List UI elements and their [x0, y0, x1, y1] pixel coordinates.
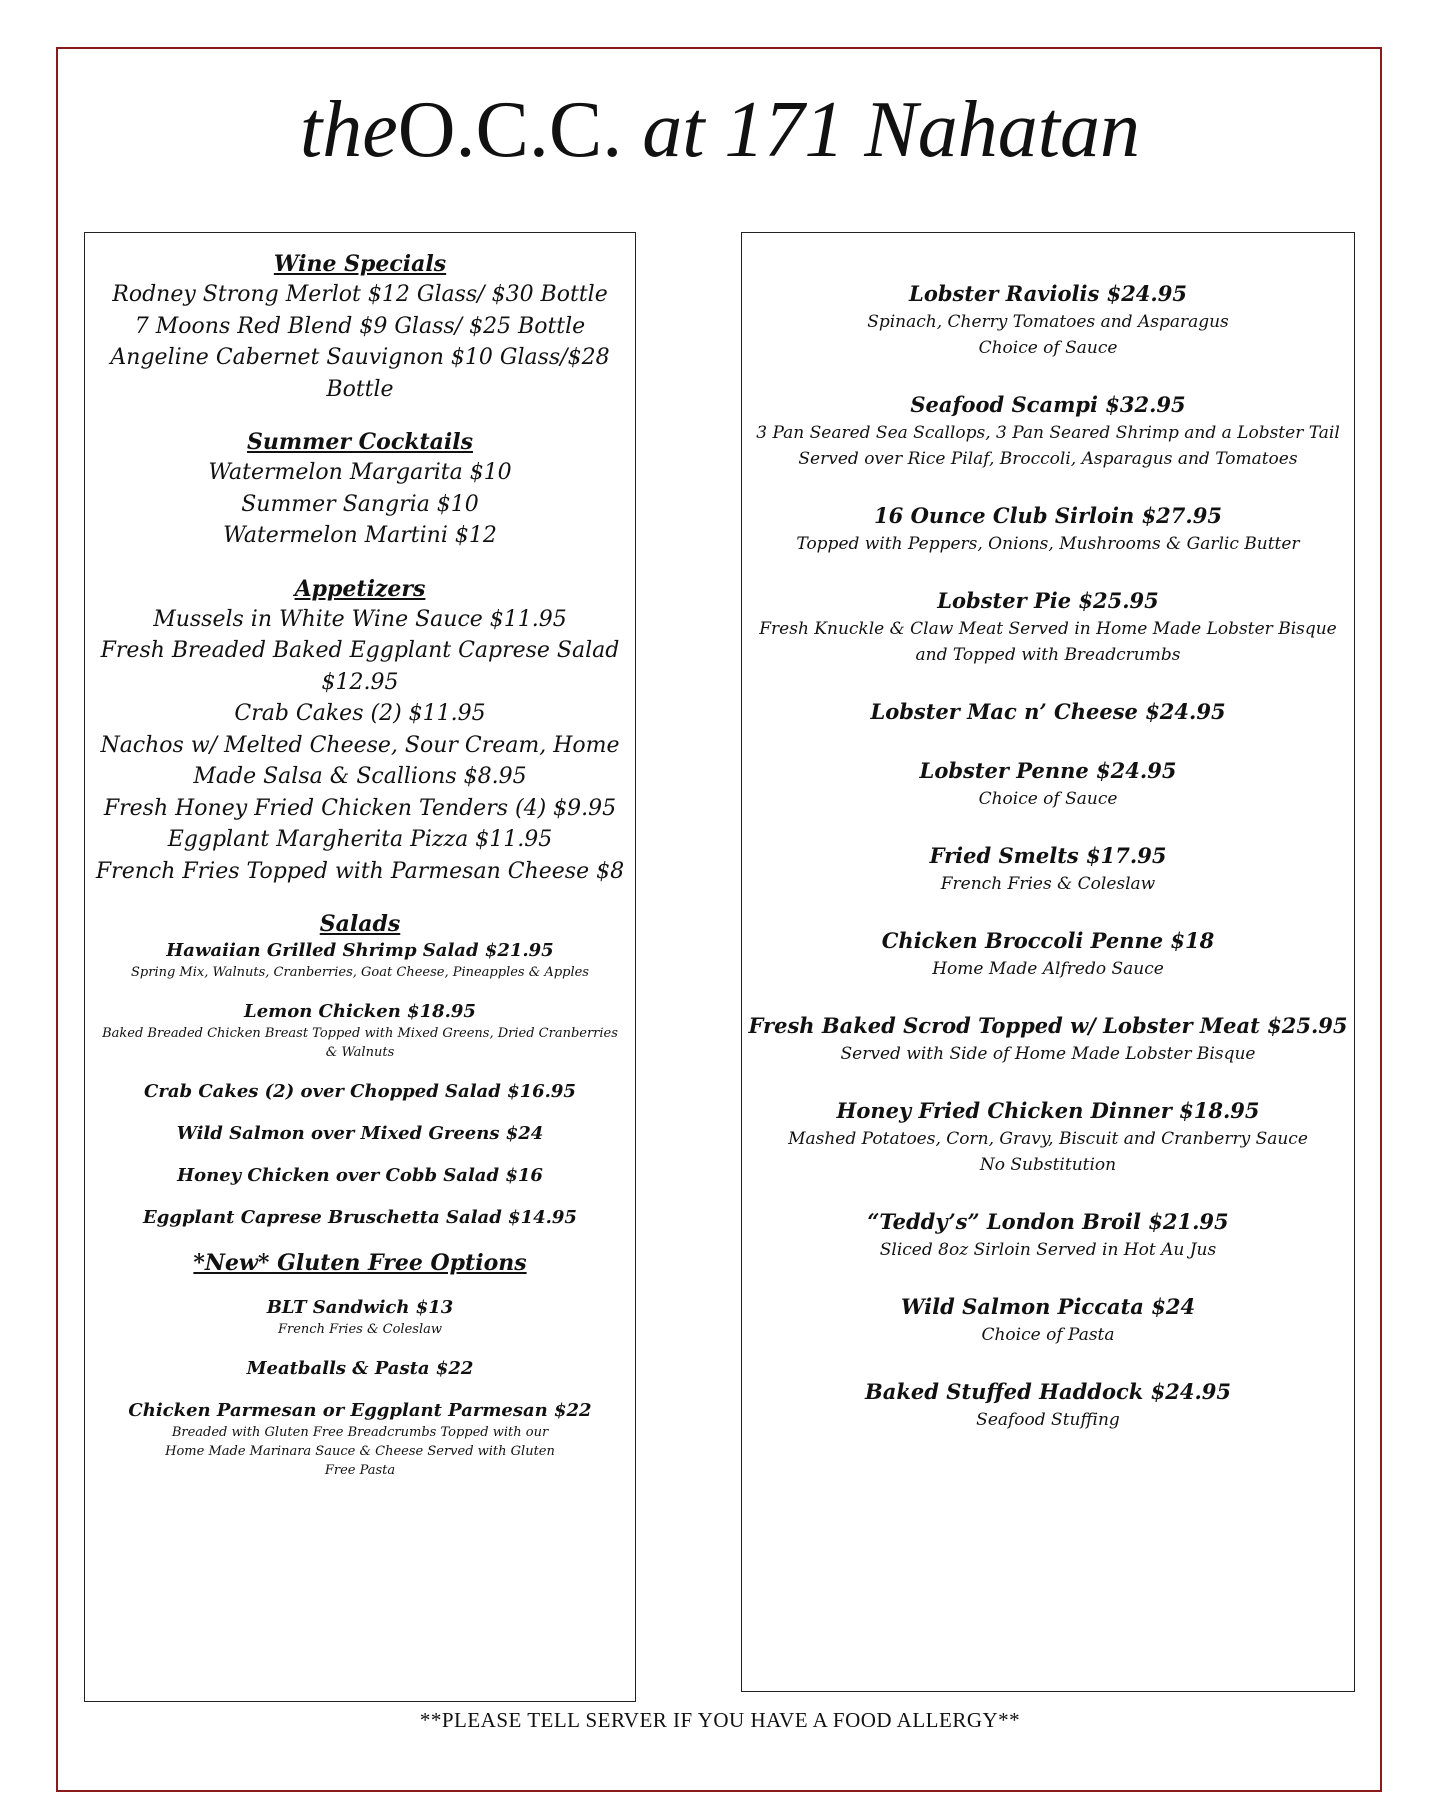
entree-description: Choice of Sauce	[978, 338, 1118, 358]
salad-name: Hawaiian Grilled Shrimp Salad $21.95	[166, 940, 554, 961]
entree-name: Seafood Scampi $32.95	[910, 392, 1186, 417]
salad-name: Lemon Chicken $18.95	[244, 1001, 476, 1022]
appetizers-heading: Appetizers	[294, 575, 426, 602]
salad-description: Baked Breaded Chicken Breast Topped with Mixed Greens, Dried Cranberries & Walnuts	[102, 1026, 618, 1060]
entree-name: Chicken Broccoli Penne $18	[881, 928, 1215, 953]
entree-description: Mashed Potatoes, Corn, Gravy, Biscuit and Cranberry Sauce	[788, 1129, 1308, 1149]
entree-description: No Substitution	[979, 1155, 1117, 1175]
entree-description: Served with Side of Home Made Lobster Bisque	[840, 1044, 1256, 1064]
appetizer-item: Mussels in White Wine Sauce $11.95	[153, 606, 567, 632]
gluten-free-item-name: Meatballs & Pasta $22	[246, 1358, 474, 1379]
cocktail-item: Watermelon Margarita $10	[208, 460, 512, 485]
entree-name: Honey Fried Chicken Dinner $18.95	[836, 1098, 1260, 1123]
entree-name: Lobster Pie $25.95	[937, 588, 1159, 613]
entree-item	[742, 1096, 1354, 1178]
entree-name: Lobster Penne $24.95	[919, 758, 1177, 783]
appetizer-item: $12.95	[321, 669, 399, 695]
entree-item	[742, 1377, 1354, 1433]
appetizer-item: French Fries Topped with Parmesan Cheese $8	[95, 858, 625, 884]
cocktail-item: Watermelon Martini $12	[223, 523, 497, 548]
entree-description: Choice of Pasta	[981, 1325, 1115, 1345]
appetizer-item: Nachos w/ Melted Cheese, Sour Cream, Home	[100, 732, 620, 758]
appetizer-item: Crab Cakes (2) $11.95	[234, 701, 486, 726]
wine-item: Rodney Strong Merlot $12 Glass/ $30 Bottle	[112, 282, 608, 307]
entree-item	[742, 1207, 1354, 1263]
entree-description: Spinach, Cherry Tomatoes and Asparagus	[867, 312, 1229, 332]
entree-item	[742, 501, 1354, 557]
allergy-notice: **PLEASE TELL SERVER IF YOU HAVE A FOOD ALLERGY**	[419, 1708, 1021, 1732]
title-occ: O.C.C.	[397, 86, 623, 174]
right-menu-panel	[741, 232, 1355, 1692]
left-menu-panel	[84, 232, 636, 1702]
appetizer-item: Fresh Breaded Baked Eggplant Caprese Salad	[100, 638, 620, 663]
entree-description: Home Made Alfredo Sauce	[932, 959, 1164, 979]
salad-name: Eggplant Caprese Bruschetta Salad $14.95	[143, 1207, 577, 1228]
title-rest: at 171 Nahatan	[622, 86, 1141, 174]
entree-item	[742, 697, 1354, 727]
entree-description: and Topped with Breadcrumbs	[915, 645, 1181, 665]
salad-name: Crab Cakes (2) over Chopped Salad $16.95	[144, 1081, 576, 1102]
salads-heading: Salads	[319, 911, 401, 937]
entree-description: French Fries & Coleslaw	[940, 874, 1156, 894]
salad-name: Honey Chicken over Cobb Salad $16	[177, 1165, 543, 1186]
entree-description: Served over Rice Pilaf, Broccoli, Asparagus and Tomatoes	[798, 449, 1298, 469]
gluten-free-item-name: Chicken Parmesan or Eggplant Parmesan $22	[128, 1400, 592, 1421]
entree-name: Fried Smelts $17.95	[929, 843, 1167, 868]
entree-description: Fresh Knuckle & Claw Meat Served in Home Made Lobster Bisque	[759, 619, 1337, 639]
entree-item	[742, 1011, 1354, 1067]
gluten-free-item-description: Breaded with Gluten Free Breadcrumbs Topped with our Home Made Marinara Sauce & Cheese Served with Gluten Free Pasta	[165, 1425, 555, 1478]
gluten-free-item-description: French Fries & Coleslaw	[277, 1322, 442, 1337]
entree-name: Wild Salmon Piccata $24	[900, 1294, 1196, 1319]
salad-description: Spring Mix, Walnuts, Cranberries, Goat Cheese, Pineapples & Apples	[131, 965, 589, 980]
entree-item	[742, 1292, 1354, 1348]
entree-name: Baked Stuffed Haddock $24.95	[865, 1379, 1231, 1404]
gluten-free-heading: *New* Gluten Free Options	[193, 1250, 527, 1276]
entree-list	[742, 279, 1354, 1433]
entree-name: Lobster Mac n’ Cheese $24.95	[870, 699, 1226, 724]
summer-cocktails-heading: Summer Cocktails	[246, 429, 474, 455]
salad-name: Wild Salmon over Mixed Greens $24	[176, 1123, 544, 1144]
cocktail-item: Summer Sangria $10	[241, 491, 479, 517]
entree-name: Lobster Raviolis $24.95	[909, 281, 1187, 306]
entree-name: “Teddy’s” London Broil $21.95	[867, 1209, 1229, 1234]
entree-item	[742, 756, 1354, 812]
wine-item: Angeline Cabernet Sauvignon $10 Glass/$28 Bottle	[110, 345, 610, 402]
wine-specials-heading: Wine Specials	[273, 251, 447, 277]
appetizer-item: Eggplant Margherita Pizza $11.95	[167, 827, 553, 852]
wine-item: 7 Moons Red Blend $9 Glass/ $25 Bottle	[134, 313, 586, 339]
entree-item	[742, 841, 1354, 897]
title-the: the	[299, 86, 398, 174]
entree-description: Topped with Peppers, Onions, Mushrooms & Garlic Butter	[796, 534, 1300, 554]
entree-description: 3 Pan Seared Sea Scallops, 3 Pan Seared Shrimp and a Lobster Tail	[756, 423, 1340, 443]
gluten-free-item-name: BLT Sandwich $13	[266, 1297, 454, 1318]
entree-description: Seafood Stuffing	[976, 1410, 1120, 1430]
entree-name: 16 Ounce Club Sirloin $27.95	[874, 503, 1222, 528]
entree-item	[742, 390, 1354, 472]
entree-item	[742, 586, 1354, 668]
restaurant-title	[0, 85, 1440, 175]
appetizer-item: Fresh Honey Fried Chicken Tenders (4) $9.95	[103, 795, 617, 821]
entree-item	[742, 926, 1354, 982]
appetizer-item: Made Salsa & Scallions $8.95	[193, 764, 527, 789]
entree-description: Choice of Sauce	[978, 789, 1118, 809]
entree-description: Sliced 8oz Sirloin Served in Hot Au Jus	[879, 1240, 1217, 1260]
entree-item	[742, 279, 1354, 361]
entree-name: Fresh Baked Scrod Topped w/ Lobster Meat $25.95	[748, 1013, 1348, 1038]
